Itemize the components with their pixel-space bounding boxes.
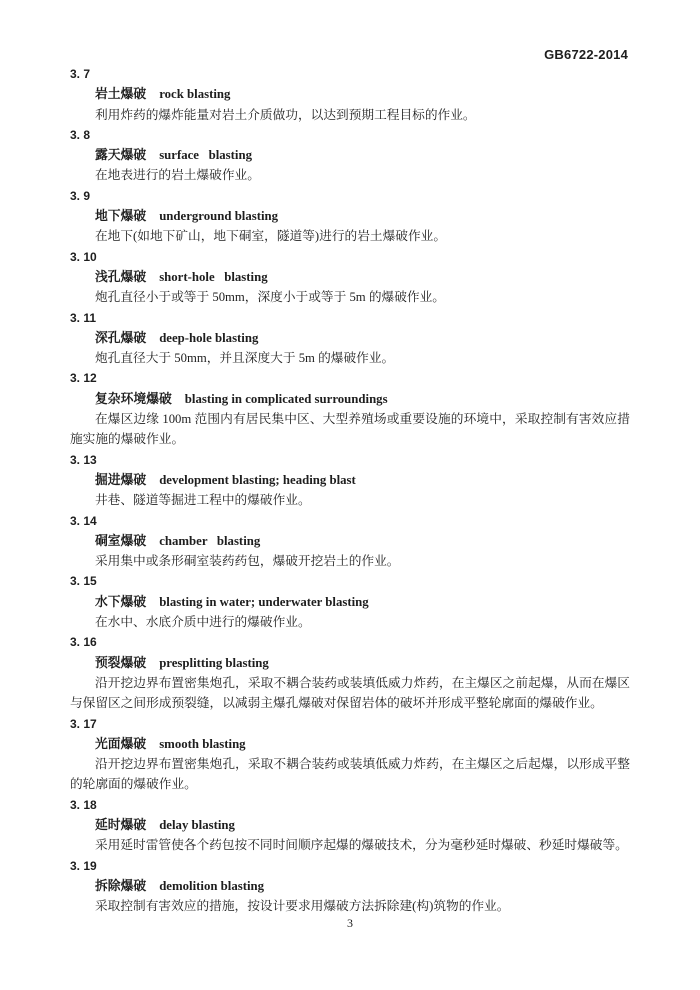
- section-number: 3. 16: [70, 635, 97, 650]
- term-chinese: 浅孔爆破: [95, 269, 147, 284]
- term-section-3-12: [70, 368, 630, 449]
- term-line: [95, 328, 630, 348]
- doc-code-header: GB6722-2014: [544, 47, 628, 62]
- term-line: [95, 470, 630, 490]
- page-number: 3: [347, 916, 353, 930]
- term-chinese: 拆除爆破: [95, 878, 147, 893]
- term-chinese: 岩土爆破: [95, 87, 147, 102]
- term-line: [95, 267, 630, 287]
- section-number: 3. 7: [70, 67, 91, 81]
- section-number: 3. 11: [70, 310, 97, 325]
- term-english: demolition blasting: [159, 878, 265, 893]
- term-chinese: 露天爆破: [95, 148, 147, 163]
- term-section-3-18: [70, 795, 630, 856]
- term-english: blasting in complicated surroundings: [184, 391, 388, 406]
- term-definition: 沿开挖边界布置密集炮孔，采取不耦合装药或装填低威力炸药，在主爆区之前起爆，从而在爆区与保留区之间形成预裂缝，以减弱主爆孔爆破对保留岩体的破坏并形成平整轮廓面的爆破作业。: [70, 675, 630, 711]
- term-section-3-14: [70, 511, 630, 572]
- term-definition: 在地表进行的岩土爆破作业。: [95, 168, 260, 183]
- term-definition: 在水中、水底介质中进行的爆破作业。: [95, 615, 311, 630]
- term-section-3-15: [70, 571, 630, 632]
- term-english: development blasting; heading blast: [159, 472, 356, 487]
- term-line: [95, 592, 630, 612]
- section-number: 3. 13: [70, 452, 97, 467]
- term-chinese: 复杂环境爆破: [95, 391, 172, 406]
- term-english: blasting in water; underwater blasting: [159, 594, 369, 609]
- terms-list: [70, 64, 630, 916]
- term-english: presplitting blasting: [159, 655, 269, 670]
- term-line: [95, 815, 630, 835]
- term-definition: 采用延时雷管使各个药包按不同时间顺序起爆的爆破技术，分为毫秒延时爆破、秒延时爆破等。: [95, 838, 628, 853]
- term-definition: 采用集中或条形硐室装药药包，爆破开挖岩土的作业。: [95, 554, 400, 569]
- term-section-3-13: [70, 450, 630, 511]
- term-english: rock blasting: [159, 87, 231, 102]
- term-definition: 在爆区边缘 100m 范围内有居民集中区、大型养殖场或重要设施的环境中，采取控制有害效应措施实施的爆破作业。: [70, 412, 630, 447]
- term-section-3-10: [70, 247, 630, 308]
- section-number: 3. 10: [70, 249, 97, 264]
- term-section-3-17: [70, 714, 630, 795]
- term-definition: 沿开挖边界布置密集炮孔，采取不耦合装药或装填低威力炸药，在主爆区之后起爆，以形成平整的轮廓面的爆破作业。: [70, 757, 630, 792]
- section-number: 3. 8: [70, 127, 91, 142]
- term-chinese: 地下爆破: [95, 209, 147, 224]
- term-english: underground blasting: [159, 209, 279, 224]
- term-chinese: 光面爆破: [95, 736, 147, 751]
- term-line: [95, 145, 630, 165]
- term-english: chamber blasting: [159, 533, 261, 548]
- term-english: delay blasting: [159, 817, 235, 832]
- term-chinese: 硐室爆破: [95, 533, 147, 548]
- term-line: [95, 206, 630, 226]
- term-section-3-19: [70, 856, 630, 917]
- term-definition: 井巷、隧道等掘进工程中的爆破作业。: [95, 493, 311, 508]
- term-chinese: 预裂爆破: [95, 655, 147, 670]
- section-number: 3. 9: [70, 188, 91, 203]
- term-section-3-16: [70, 632, 630, 713]
- term-english: surface blasting: [159, 148, 252, 163]
- term-line: [95, 531, 630, 551]
- term-chinese: 水下爆破: [95, 594, 147, 609]
- term-section-3-7: [70, 64, 630, 125]
- term-english: short-hole blasting: [159, 269, 268, 284]
- term-section-3-11: [70, 308, 630, 369]
- term-line: [95, 876, 630, 896]
- term-line: [95, 389, 630, 409]
- term-section-3-8: [70, 125, 630, 186]
- term-chinese: 延时爆破: [95, 817, 147, 832]
- section-number: 3. 19: [70, 858, 97, 873]
- section-number: 3. 12: [70, 371, 97, 386]
- term-definition: 炮孔直径小于或等于 50mm，深度小于或等于 5m 的爆破作业。: [95, 290, 445, 305]
- section-number: 3. 15: [70, 574, 97, 589]
- term-line: [95, 84, 630, 104]
- term-line: [95, 734, 630, 754]
- section-number: 3. 17: [70, 716, 97, 731]
- term-line: [95, 653, 630, 673]
- section-number: 3. 14: [70, 513, 97, 528]
- term-chinese: 深孔爆破: [95, 330, 147, 345]
- term-definition: 在地下(如地下矿山，地下硐室，隧道等)进行的岩土爆破作业。: [95, 229, 447, 244]
- term-chinese: 掘进爆破: [95, 472, 147, 487]
- term-section-3-9: [70, 186, 630, 247]
- term-definition: 利用炸药的爆炸能量对岩土介质做功，以达到预期工程目标的作业。: [95, 107, 476, 122]
- section-number: 3. 18: [70, 797, 97, 812]
- term-english: deep-hole blasting: [159, 330, 259, 345]
- term-definition: 采取控制有害效应的措施，按设计要求用爆破方法拆除建(构)筑物的作业。: [95, 899, 510, 914]
- term-definition: 炮孔直径大于 50mm，并且深度大于 5m 的爆破作业。: [95, 351, 395, 366]
- term-english: smooth blasting: [159, 736, 246, 751]
